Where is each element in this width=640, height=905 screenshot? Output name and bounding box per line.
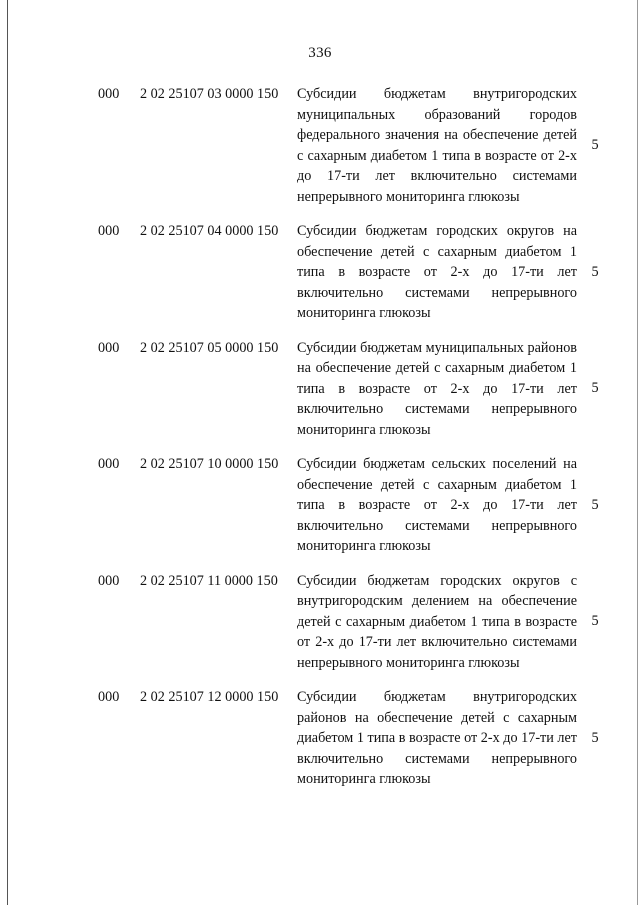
row-description: Субсидии бюджетам муниципальных районов на обеспечение детей с сахарным диабетом 1 типа в возрасте от 2-х до 17-ти лет включительно системами непрерывного мониторинга глюкозы bbox=[297, 339, 577, 438]
classification-code: 2 02 25107 12 0000 150 bbox=[140, 689, 279, 705]
admin-code: 000 bbox=[98, 689, 120, 705]
page-number: 336 bbox=[308, 45, 332, 61]
table-row bbox=[0, 454, 640, 557]
row-description: Субсидии бюджетам городских округов с внутригородским делением на обеспечение детей с сахарным диабетом 1 типа в возрасте от 2-х до 17-ти лет включительно системами непрерывного мониторинга глюкозы bbox=[297, 572, 577, 671]
row-value: 5 bbox=[591, 729, 599, 746]
row-description: Субсидии бюджетам городских округов на обеспечение детей с сахарным диабетом 1 типа в возрасте от 2-х до 17-ти лет включительно системами непрерывного мониторинга глюкозы bbox=[297, 223, 577, 321]
row-description: Субсидии бюджетам сельских поселений на обеспечение детей с сахарным диабетом 1 типа в возрасте от 2-х до 17-ти лет включительно системами непрерывного мониторинга глюкозы bbox=[297, 456, 577, 554]
admin-code: 000 bbox=[98, 223, 120, 239]
row-value: 5 bbox=[591, 380, 599, 397]
classification-code: 2 02 25107 10 0000 150 bbox=[140, 456, 279, 472]
budget-code-table bbox=[0, 84, 640, 804]
table-row bbox=[0, 571, 640, 674]
classification-code: 2 02 25107 03 0000 150 bbox=[140, 86, 279, 102]
row-description: Субсидии бюджетам внутригородских муниципальных образований городов федерального значения на обеспечение детей с сахарным диабетом 1 типа в возрасте от 2-х до 17-ти лет включительно системами непрерывного мониторинга глюкозы bbox=[297, 86, 577, 205]
admin-code: 000 bbox=[98, 456, 120, 472]
admin-code: 000 bbox=[98, 339, 120, 356]
row-value: 5 bbox=[591, 137, 599, 153]
classification-code: 2 02 25107 05 0000 150 bbox=[140, 339, 279, 356]
row-value: 5 bbox=[591, 263, 599, 280]
row-value: 5 bbox=[591, 496, 599, 513]
admin-code: 000 bbox=[98, 86, 120, 102]
row-value: 5 bbox=[591, 613, 599, 630]
table-row bbox=[0, 338, 640, 441]
row-description: Субсидии бюджетам внутригородских районов на обеспечение детей с сахарным диабетом 1 типа в возрасте от 2-х до 17-ти лет включительно системами непрерывного мониторинга глюкозы bbox=[297, 689, 577, 787]
table-row bbox=[0, 84, 640, 207]
table-row bbox=[0, 221, 640, 324]
table-row bbox=[0, 687, 640, 790]
classification-code: 2 02 25107 11 0000 150 bbox=[140, 572, 278, 589]
classification-code: 2 02 25107 04 0000 150 bbox=[140, 223, 279, 239]
admin-code: 000 bbox=[98, 572, 120, 589]
